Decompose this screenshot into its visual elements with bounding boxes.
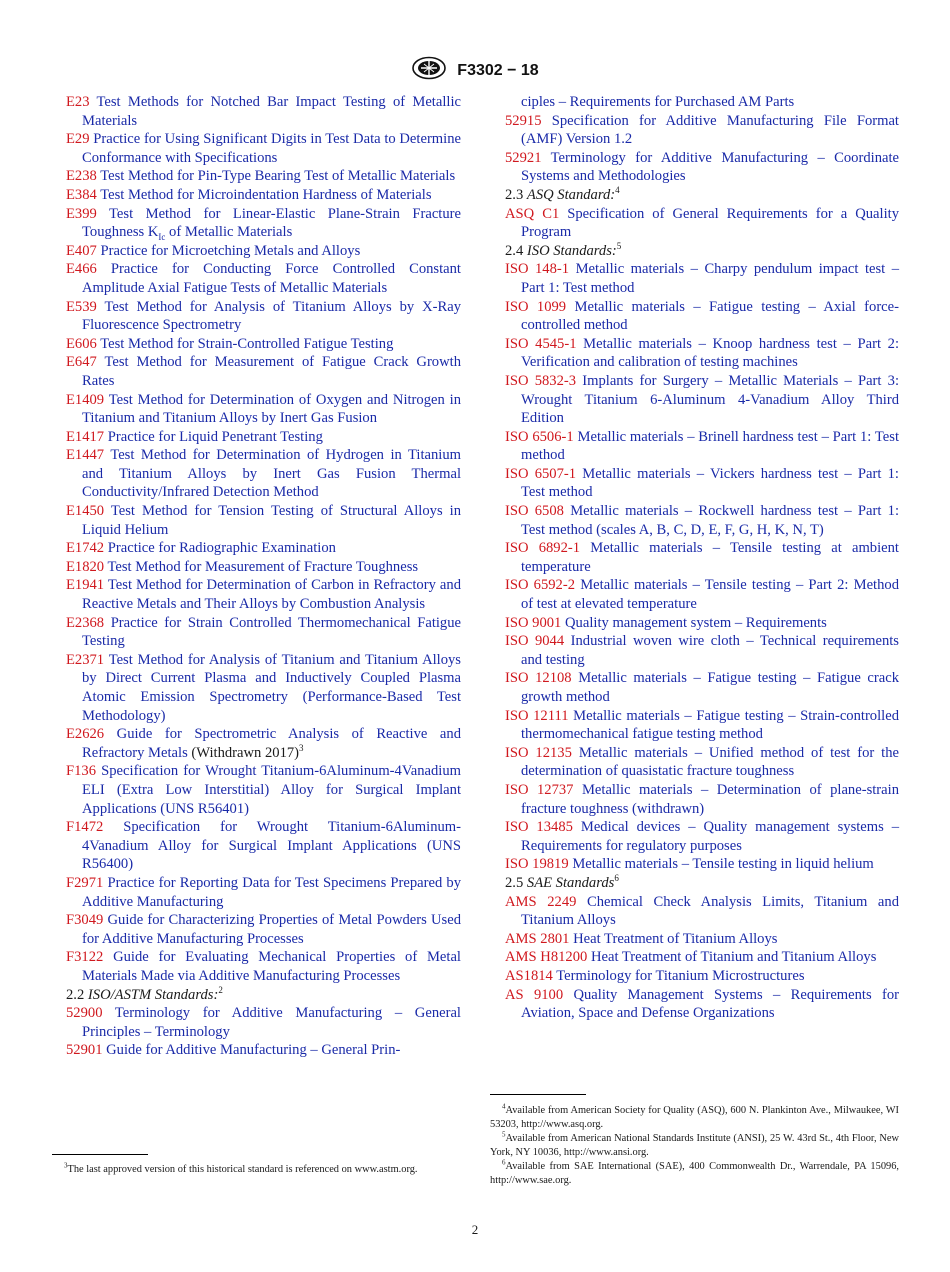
- footnote-text: The last approved version of this historical standard is referenced on www.astm.org.: [67, 1164, 418, 1175]
- reference-entry: [66, 576, 461, 613]
- reference-title[interactable]: Specification for Wrought Titanium-6Aluminum-4Vanadium Alloy for Surgical Implant Applications (UNS R56400): [82, 819, 461, 873]
- reference-entry: [505, 967, 899, 986]
- section-heading: [505, 242, 899, 261]
- footnote-marker: 3: [299, 742, 304, 753]
- reference-code[interactable]: ISO 12135: [505, 744, 572, 761]
- reference-title[interactable]: Metallic materials – Rockwell hardness test – Part 1: Test method (scales A, B, C, D, E, F, G, H, K, N, T): [521, 503, 899, 538]
- reference-code[interactable]: E1450: [66, 503, 105, 520]
- footnote: [52, 1163, 461, 1177]
- reference-title[interactable]: Specification for Additive Manufacturing File Format (AMF) Version 1.2: [521, 112, 899, 148]
- reference-title[interactable]: Heat Treatment of Titanium Alloys: [573, 930, 778, 947]
- page-number: 2: [471, 1222, 479, 1237]
- footnotes-right: [490, 1104, 899, 1188]
- reference-title[interactable]: Terminology for Titanium Microstructures: [556, 967, 805, 984]
- reference-title[interactable]: Metallic materials – Tensile testing at ambient temperature: [521, 540, 899, 575]
- footnote: [490, 1104, 899, 1132]
- reference-code[interactable]: ISO 6506-1: [505, 428, 574, 445]
- reference-code[interactable]: AMS 2249: [505, 893, 577, 910]
- reference-entry: [505, 149, 899, 186]
- reference-code[interactable]: E1417: [66, 428, 105, 445]
- reference-title[interactable]: Practice for Conducting Force Controlled Constant Amplitude Axial Fatigue Tests of Metallic Materials: [82, 261, 461, 296]
- reference-entry: [505, 539, 899, 576]
- footnote-number: 5: [502, 1130, 506, 1139]
- reference-code[interactable]: E1820: [66, 558, 105, 575]
- reference-title[interactable]: [82, 206, 461, 241]
- reference-code[interactable]: AMS H81200: [505, 949, 588, 966]
- reference-entry: [505, 707, 899, 744]
- reference-entry: [66, 948, 461, 985]
- section-number: 2.5: [505, 874, 524, 891]
- reference-code[interactable]: ISO 12108: [505, 670, 572, 687]
- reference-title[interactable]: Practice for Microetching Metals and Alloys: [100, 242, 361, 259]
- reference-title[interactable]: Metallic materials – Vickers hardness test – Part 1: Test method: [521, 465, 899, 501]
- reference-code[interactable]: E384: [66, 186, 97, 203]
- reference-entry: [66, 725, 461, 762]
- left-column: [66, 93, 461, 1060]
- reference-title[interactable]: Guide for Characterizing Properties of Metal Powders Used for Additive Manufacturing Processes: [82, 912, 461, 947]
- reference-title[interactable]: Test Method for Microindentation Hardness of Materials: [100, 186, 432, 203]
- footnote-marker: 4: [615, 185, 620, 196]
- reference-entry: [66, 130, 461, 167]
- reference-entry: [505, 948, 899, 967]
- reference-code[interactable]: ISO 12111: [505, 707, 569, 724]
- reference-entry: [66, 298, 461, 335]
- reference-entry: [66, 558, 461, 577]
- reference-entry: [505, 335, 899, 372]
- reference-title[interactable]: Metallic materials – Tensile testing – Part 2: Method of test at elevated temperature: [521, 577, 899, 613]
- reference-code[interactable]: E1447: [66, 447, 105, 464]
- reference-entry: [505, 781, 899, 818]
- reference-title[interactable]: Practice for Reporting Data for Test Specimens Prepared by Additive Manufacturing: [82, 874, 461, 910]
- reference-code[interactable]: F3122: [66, 949, 104, 966]
- reference-title[interactable]: Metallic materials – Charpy pendulum impact test – Part 1: Test method: [521, 261, 899, 296]
- reference-code[interactable]: E606: [66, 335, 97, 352]
- reference-entry: [505, 818, 899, 855]
- reference-title-text: Test Method for Linear-Elastic Plane-Strain Fracture Toughness K: [82, 205, 461, 241]
- reference-title[interactable]: Quality Management Systems – Requirements for Aviation, Space and Defense Organizations: [521, 986, 899, 1022]
- reference-code[interactable]: ISO 19819: [505, 856, 569, 873]
- reference-entry: [66, 1004, 461, 1041]
- reference-entry: [66, 818, 461, 874]
- reference-code[interactable]: ISO 6508: [505, 503, 564, 520]
- right-column: [505, 93, 899, 1023]
- reference-title[interactable]: Test Method for Analysis of Titanium and Titanium Alloys by Direct Current Plasma and Inductively Coupled Plasma Atomic Emission Spectrometry (Performance-Based Test Methodology): [82, 651, 461, 724]
- reference-code[interactable]: ISO 1099: [505, 298, 567, 315]
- section-number: 2.3: [505, 186, 524, 203]
- reference-code[interactable]: F2971: [66, 874, 104, 891]
- reference-title[interactable]: Test Method for Strain-Controlled Fatigue Testing: [100, 335, 394, 352]
- reference-code[interactable]: 52901: [66, 1042, 103, 1059]
- reference-entry: [66, 539, 461, 558]
- reference-code[interactable]: F3049: [66, 912, 104, 929]
- reference-code[interactable]: E399: [66, 205, 97, 222]
- reference-title[interactable]: Heat Treatment of Titanium and Titanium Alloys: [590, 949, 877, 966]
- reference-code[interactable]: ISO 6892-1: [505, 540, 581, 557]
- reference-title[interactable]: Practice for Liquid Penetrant Testing: [107, 428, 323, 445]
- reference-title[interactable]: Metallic materials – Fatigue testing – Axial force-controlled method: [521, 298, 899, 334]
- reference-entry: [66, 186, 461, 205]
- section-heading: [505, 186, 899, 205]
- reference-title[interactable]: Terminology for Additive Manufacturing – General Principles – Terminology: [82, 1005, 461, 1040]
- reference-title[interactable]: Metallic materials – Unified method of test for the determination of quasistatic fracture toughness: [521, 744, 899, 780]
- reference-code[interactable]: ASQ C1: [505, 205, 560, 222]
- reference-entry: [66, 167, 461, 186]
- footnote-text: Available from American National Standards Institute (ANSI), 25 W. 43rd St., 4th Floor, New York, NY 10036, http://www.ansi.org.: [490, 1133, 899, 1158]
- document-id: F3302 − 18: [457, 61, 539, 79]
- reference-entry: [505, 576, 899, 613]
- reference-title[interactable]: Practice for Using Significant Digits in Test Data to Determine Conformance with Specifications: [82, 131, 461, 166]
- footnote-number: 4: [502, 1102, 506, 1111]
- reference-entry: [66, 762, 461, 818]
- footnote-marker: 5: [616, 240, 622, 251]
- reference-title[interactable]: Metallic materials – Fatigue testing – Fatigue crack growth method: [521, 670, 899, 705]
- reference-entry: [505, 502, 899, 539]
- section-label: ISO/ASTM Standards:: [87, 986, 219, 1003]
- reference-entry: [66, 446, 461, 502]
- reference-entry: [505, 428, 899, 465]
- reference-title[interactable]: Guide for Additive Manufacturing – General Prin-: [106, 1042, 401, 1059]
- reference-code[interactable]: E466: [66, 261, 97, 278]
- reference-code[interactable]: AMS 2801: [505, 930, 570, 947]
- astm-logo-icon: [411, 56, 447, 85]
- footnotes-left: [52, 1163, 461, 1177]
- reference-title[interactable]: Metallic materials – Determination of plane-strain fracture toughness (withdrawn): [521, 781, 899, 817]
- reference-entry: [66, 260, 461, 297]
- footnote-marker: 6: [614, 873, 619, 884]
- reference-entry: [505, 260, 899, 297]
- reference-entry: [66, 651, 461, 725]
- reference-title[interactable]: Industrial woven wire cloth – Technical requirements and testing: [521, 633, 899, 668]
- reference-code[interactable]: 52900: [66, 1005, 103, 1022]
- reference-title[interactable]: Test Methods for Notched Bar Impact Testing of Metallic Materials: [82, 94, 461, 129]
- reference-title[interactable]: Test Method for Determination of Carbon in Refractory and Reactive Metals and Their Alloys by Combustion Analysis: [82, 577, 461, 613]
- section-label: ISO Standards:: [526, 242, 617, 259]
- reference-entry: [66, 614, 461, 651]
- reference-title-subscript: Ic: [158, 232, 166, 243]
- reference-code[interactable]: ISO 4545-1: [505, 335, 577, 352]
- reference-title-text: of Metallic Materials: [165, 224, 293, 241]
- reference-entry: [505, 205, 899, 242]
- reference-code[interactable]: ISO 148-1: [505, 261, 570, 278]
- footnote-number: 3: [64, 1161, 68, 1170]
- reference-entry: [505, 372, 899, 428]
- reference-code[interactable]: E1742: [66, 540, 105, 557]
- reference-title[interactable]: Metallic materials – Fatigue testing – Strain-controlled thermomechanical fatigue testing method: [521, 707, 899, 743]
- reference-entry: [66, 911, 461, 948]
- reference-code[interactable]: ISO 13485: [505, 819, 573, 836]
- reference-title[interactable]: Practice for Radiographic Examination: [107, 540, 336, 557]
- section-number: 2.4: [505, 242, 524, 259]
- reference-entry: [505, 669, 899, 706]
- reference-code[interactable]: AS1814: [505, 967, 553, 984]
- reference-note: (Withdrawn 2017): [187, 744, 300, 761]
- reference-code[interactable]: ISO 6507-1: [505, 465, 577, 482]
- reference-entry: [66, 335, 461, 354]
- reference-entry: [66, 353, 461, 390]
- reference-title[interactable]: Guide for Evaluating Mechanical Properties of Metal Materials Made via Additive Manufacturing Processes: [82, 949, 461, 984]
- reference-title[interactable]: Test Method for Determination of Oxygen and Nitrogen in Titanium and Titanium Alloys by Inert Gas Fusion: [82, 391, 461, 427]
- reference-continuation: [505, 93, 899, 112]
- reference-code[interactable]: E1409: [66, 391, 105, 408]
- footnote: [490, 1160, 899, 1188]
- footnote: [490, 1132, 899, 1160]
- reference-title[interactable]: Practice for Strain Controlled Thermomechanical Fatigue Testing: [82, 614, 461, 650]
- reference-title[interactable]: Test Method for Measurement of Fatigue Crack Growth Rates: [82, 354, 461, 389]
- reference-title[interactable]: Test Method for Pin-Type Bearing Test of Metallic Materials: [100, 168, 456, 185]
- reference-title[interactable]: Test Method for Determination of Hydrogen in Titanium and Titanium Alloys by Inert Gas Fusion Thermal Conductivity/Infrared Detection Method: [82, 447, 461, 501]
- reference-code[interactable]: AS 9100: [505, 986, 564, 1003]
- reference-entry: [505, 614, 899, 633]
- reference-code[interactable]: E2368: [66, 614, 105, 631]
- reference-code[interactable]: E539: [66, 298, 97, 315]
- reference-code[interactable]: E1941: [66, 577, 105, 594]
- reference-title[interactable]: Guide for Spectrometric Analysis of Reactive and Refractory Metals: [82, 726, 461, 761]
- reference-title[interactable]: Specification of General Requirements for a Quality Program: [521, 205, 899, 241]
- section-heading: [505, 874, 899, 893]
- reference-code[interactable]: ISO 12737: [505, 781, 574, 798]
- reference-code[interactable]: E23: [66, 94, 90, 110]
- footnote-number: 6: [502, 1158, 506, 1167]
- reference-entry: [505, 632, 899, 669]
- reference-title[interactable]: Chemical Check Analysis Limits, Titanium and Titanium Alloys: [521, 893, 899, 929]
- reference-code[interactable]: ISO 5832-3: [505, 372, 577, 389]
- reference-entry: [505, 465, 899, 502]
- footnote-text: Available from SAE International (SAE), 400 Commonwealth Dr., Warrendale, PA 15096, http://www.sae.org.: [490, 1161, 899, 1186]
- section-heading: [66, 986, 461, 1005]
- footnote-marker: 2: [218, 984, 223, 995]
- reference-entry: [505, 930, 899, 949]
- reference-entry: [66, 1041, 461, 1060]
- reference-code[interactable]: E407: [66, 242, 97, 259]
- page-header: [0, 56, 950, 82]
- reference-title[interactable]: Test Method for Analysis of Titanium Alloys by X-Ray Fluorescence Spectrometry: [82, 298, 462, 334]
- reference-title[interactable]: Metallic materials – Brinell hardness test – Part 1: Test method: [521, 428, 899, 464]
- reference-code[interactable]: ISO 9001: [505, 614, 562, 631]
- reference-entry: [66, 391, 461, 428]
- reference-entry: [66, 242, 461, 261]
- reference-title[interactable]: Specification for Wrought Titanium-6Aluminum-4Vanadium ELI (Extra Low Interstitial) Alloy for Surgical Implant Applications (UNS R56401): [82, 763, 461, 817]
- reference-entry: [505, 986, 899, 1023]
- reference-entry: [66, 874, 461, 911]
- footnote-text: Available from American Society for Quality (ASQ), 600 N. Plankinton Ave., Milwaukee, WI 53203, http://www.asq.org.: [490, 1105, 899, 1130]
- reference-title[interactable]: Metallic materials – Knoop hardness test – Part 2: Verification and calibration of testing machines: [521, 335, 899, 371]
- reference-entry: [505, 744, 899, 781]
- reference-code[interactable]: E647: [66, 354, 97, 371]
- reference-entry: [505, 855, 899, 874]
- reference-title[interactable]: Terminology for Additive Manufacturing – Coordinate Systems and Methodologies: [521, 149, 899, 185]
- reference-code[interactable]: 52915: [505, 112, 542, 129]
- reference-title[interactable]: Quality management system – Requirements: [565, 614, 827, 631]
- reference-entry: [66, 502, 461, 539]
- reference-title[interactable]: Medical devices – Quality management systems – Requirements for regulatory purposes: [521, 819, 900, 854]
- reference-code[interactable]: F1472: [66, 819, 104, 836]
- reference-title[interactable]: ciples – Requirements for Purchased AM Parts: [521, 94, 795, 110]
- reference-code[interactable]: ISO 9044: [505, 633, 565, 650]
- footnote-rule-left: [52, 1154, 148, 1155]
- reference-entry: [505, 893, 899, 930]
- section-label: SAE Standards: [526, 874, 615, 891]
- section-number: 2.2: [66, 986, 85, 1003]
- reference-code[interactable]: E2626: [66, 726, 105, 743]
- reference-code[interactable]: E238: [66, 168, 97, 185]
- section-label: ASQ Standard:: [526, 186, 616, 203]
- reference-code[interactable]: 52921: [505, 149, 542, 166]
- reference-code[interactable]: F136: [66, 763, 97, 780]
- reference-entry: [66, 205, 461, 242]
- reference-code[interactable]: ISO 6592-2: [505, 577, 576, 594]
- footnote-rule-right: [490, 1094, 586, 1095]
- reference-title[interactable]: Metallic materials – Tensile testing in liquid helium: [572, 856, 874, 873]
- reference-title[interactable]: Test Method for Measurement of Fracture Toughness: [107, 558, 419, 575]
- reference-entry: [505, 112, 899, 149]
- reference-entry: [66, 428, 461, 447]
- reference-entry: [66, 93, 461, 130]
- reference-code[interactable]: E29: [66, 131, 90, 148]
- reference-title[interactable]: Test Method for Tension Testing of Structural Alloys in Liquid Helium: [82, 503, 461, 538]
- reference-entry: [505, 298, 899, 335]
- reference-code[interactable]: E2371: [66, 651, 105, 668]
- reference-title[interactable]: Implants for Surgery – Metallic Materials – Part 3: Wrought Titanium 6-Aluminum 4-Vanadium Alloy Third Edition: [521, 372, 899, 427]
